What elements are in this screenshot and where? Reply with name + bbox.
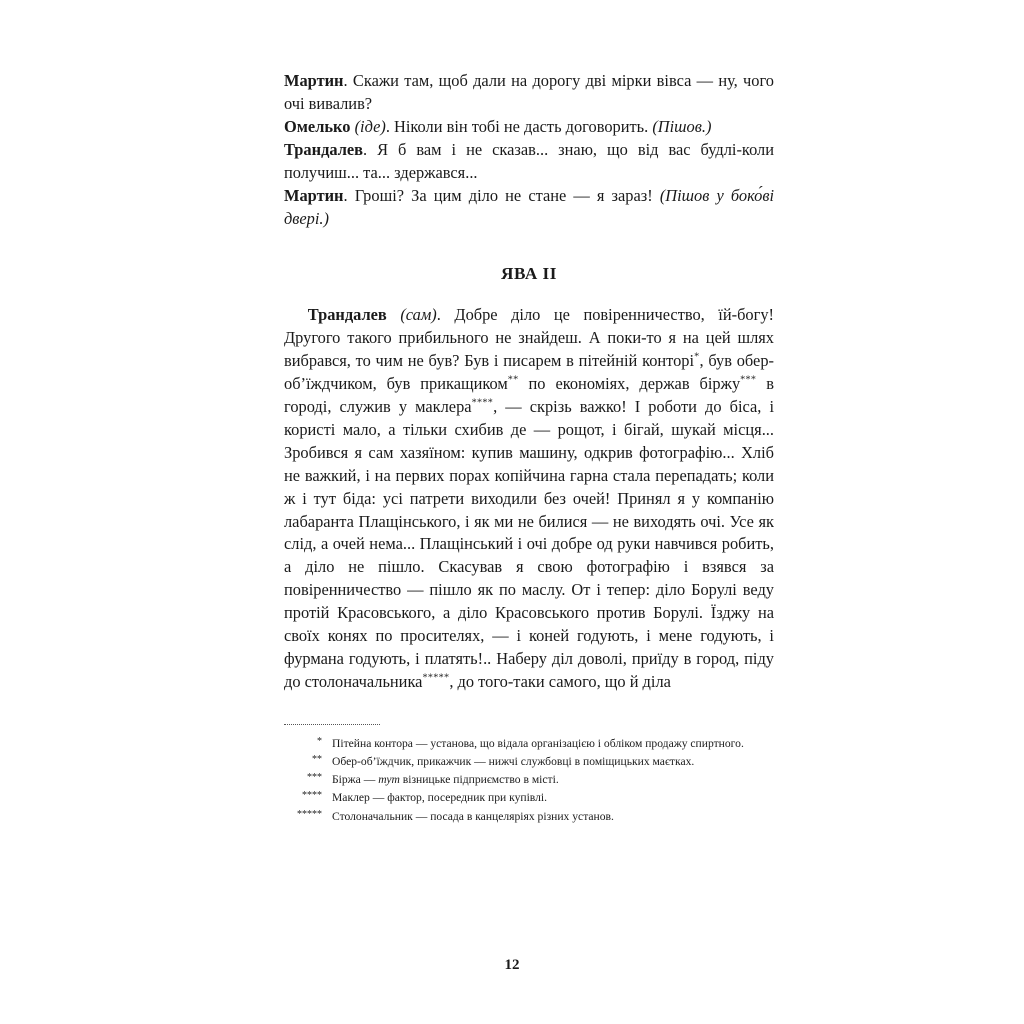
footnote-list bbox=[284, 736, 774, 823]
footnote-marker: **** bbox=[302, 790, 322, 802]
footnote-marker: * bbox=[317, 736, 322, 748]
footnote-item bbox=[284, 754, 774, 769]
footnote-item bbox=[284, 790, 774, 805]
stage-direction: (сам) bbox=[400, 304, 437, 324]
stage-direction: (іде) bbox=[354, 116, 386, 136]
monologue-text-6: , до того-таки самого, що й діла bbox=[449, 672, 671, 692]
footnote-item bbox=[284, 772, 774, 787]
scene-heading: ЯВА II bbox=[501, 263, 557, 283]
footnote-ref-2: ** bbox=[507, 374, 519, 386]
dialogue-text: . Ніколи він тобі не дасть договорить. bbox=[385, 116, 653, 136]
footnote-ref-1: * bbox=[694, 351, 700, 363]
footnote-ref-4: **** bbox=[471, 397, 494, 409]
monologue-text-2: , був обер-об’їждчиком, був прикащиком bbox=[284, 350, 774, 393]
monologue-block bbox=[284, 304, 774, 694]
footnote-text: Маклер — фактор, посередник при купівлі. bbox=[332, 791, 548, 805]
monologue-text-1: . Добре діло це повіренничество, їй-богу! Другого такого прибильного не знайдеш. А поки-то я на цей шлях вибрався, то чим не був? Був і писарем в пітейній конторі bbox=[284, 304, 774, 370]
speaker-suffix: . bbox=[363, 139, 378, 159]
speaker-suffix: . bbox=[343, 185, 355, 205]
dialogue-line bbox=[284, 70, 774, 116]
page-number: 12 bbox=[504, 957, 520, 973]
footnote-text-post: візницьке підприємство в місті. bbox=[399, 773, 559, 787]
dialogue-text: Я б вам і не сказав... знаю, що від вас будлі-коли получиш... та... здержався... bbox=[284, 139, 774, 182]
monologue-paragraph bbox=[284, 304, 774, 694]
monologue-text-3: по економіях, держав біржу bbox=[518, 373, 741, 393]
monologue-text-5: , — скрізь важко! І роботи до біса, і користі мало, а тільки схибив де — рощот, і бігай, шукай місця... Зробився я сам хазяїном: купив машину, одкрив фотографію... Хліб не важкий, і на первих порах копійчина гарна стала перепадать; коли ж і тут біда: усі патрети виходили без очей! Принял я у компанію лабаранта Плащінського, і як ми не билися — не виходять очі. Усе як слід, а очей нема... Плащінський і очі добре од руки навчився робить, а діло не пішло. Скасував я свою фотографію і взявся за повіренничество — пішло як по маслу. От і тепер: діло Борулі веду протій Красовського, а діло Красовського против Борулі. Їзджу на своїх конях по просителях, — і коней годують, і мене годують, і фурмана годують, і платять!.. Наберу діл доволі, приїду в город, піду до столоначальника bbox=[284, 396, 774, 692]
dialogue-text: Гроші? За цим діло не стане — я зараз! bbox=[354, 185, 660, 205]
speaker-suffix: . bbox=[343, 71, 353, 90]
dialogue-line bbox=[284, 139, 774, 185]
footnote-ref-5: ***** bbox=[422, 672, 450, 684]
stage-direction: (Пішов у боко́ві двері.) bbox=[284, 185, 774, 228]
footnote-text: Столоначальник — посада в канцеляріях різних установ. bbox=[332, 809, 614, 823]
footnote-ref-3: *** bbox=[740, 374, 757, 386]
dialogue-text: Скажи там, щоб дали на дорогу дві мірки вівса — ну, чого очі вивалив? bbox=[284, 71, 774, 113]
speaker-name: Мартин bbox=[284, 185, 344, 205]
footnote-marker: *** bbox=[307, 772, 322, 784]
dialogue-line bbox=[284, 185, 774, 231]
speaker-name: Трандалев bbox=[307, 304, 387, 324]
speaker-name: Трандалев bbox=[284, 139, 364, 159]
footnote-text bbox=[332, 772, 774, 787]
footnote-item bbox=[284, 809, 774, 824]
speaker-name: Мартин bbox=[284, 71, 344, 90]
footnote-text: Пітейна контора — установа, що відала організацією і обліком продажу спиртного. bbox=[332, 737, 744, 751]
footnote-text: Обер-об’їждчик, прикажчик — нижчі службовці в поміщицьких маєтках. bbox=[332, 755, 695, 769]
footnote-text-pre: Біржа — bbox=[332, 773, 379, 787]
monologue-text-4: в городі, служив у маклера bbox=[284, 373, 774, 416]
dialogue-line bbox=[284, 116, 774, 139]
speaker-name: Омелько bbox=[284, 116, 351, 136]
stage-direction: (Пішов.) bbox=[652, 116, 712, 136]
footnote-marker: ***** bbox=[297, 808, 322, 820]
dialogue-block bbox=[284, 70, 774, 231]
footnote-text-italic: тут bbox=[378, 773, 400, 787]
footnote-marker: ** bbox=[312, 754, 322, 766]
footnote-separator bbox=[284, 724, 380, 726]
footnote-item bbox=[284, 736, 774, 751]
